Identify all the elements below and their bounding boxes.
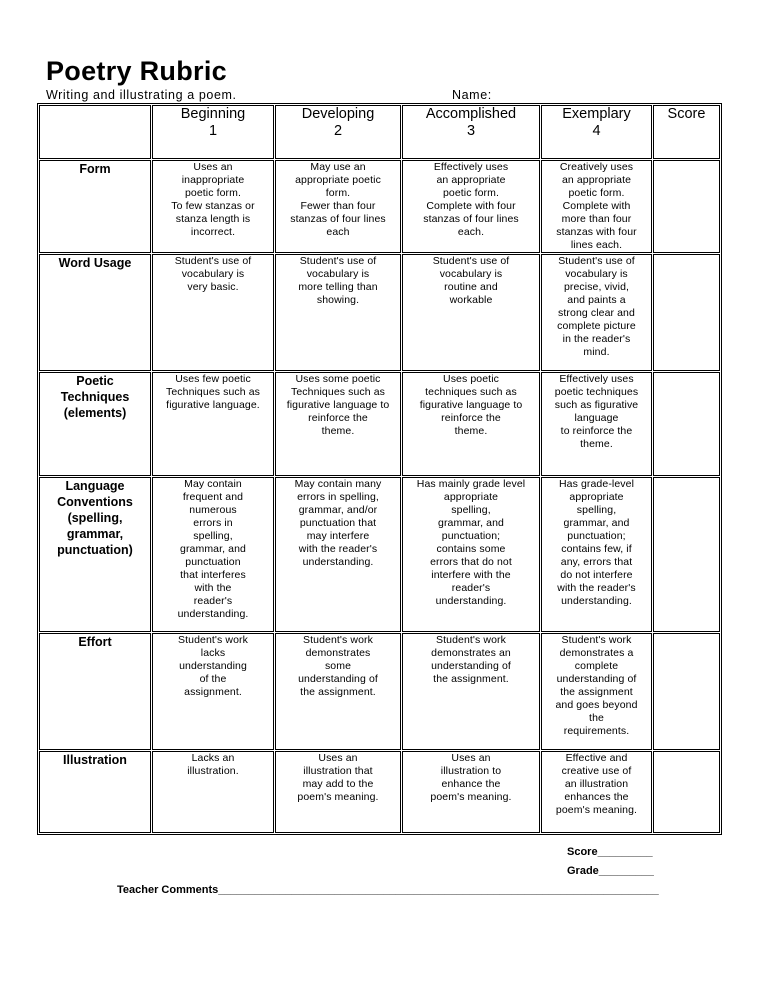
header-label: Score (667, 106, 706, 122)
score-line[interactable]: Score_________ (567, 846, 653, 858)
table-row (39, 751, 720, 833)
rubric-cell: Student's use of vocabulary is very basic. (152, 254, 274, 371)
criterion-illustration (39, 751, 151, 833)
criterion-label: Effort (78, 635, 112, 649)
table-row (39, 254, 720, 371)
rubric-cell: Student's work demonstrates some understanding of the assignment. (275, 633, 401, 750)
rubric-cell: Student's work demonstrates a complete understanding of the assignment and goes beyond the requirements. (541, 633, 652, 750)
header-accomplished (402, 105, 540, 159)
page-subtitle: Writing and illustrating a poem. (46, 88, 237, 102)
header-exemplary (541, 105, 652, 159)
header-label: Accomplished (425, 106, 517, 122)
rubric-cell: Effective and creative use of an illustration enhances the poem's meaning. (541, 751, 652, 833)
score-cell[interactable] (653, 372, 720, 476)
header-label: Developing (301, 106, 375, 122)
rubric-cell: Uses some poetic Techniques such as figurative language to reinforce the theme. (275, 372, 401, 476)
table-row (39, 633, 720, 750)
header-score (653, 105, 720, 159)
rubric-cell: Student's use of vocabulary is routine and workable (402, 254, 540, 371)
criterion-effort (39, 633, 151, 750)
rubric-cell: Student's work lacks understanding of the assignment. (152, 633, 274, 750)
rubric-cell: May use an appropriate poetic form. Fewer than four stanzas of four lines each (275, 160, 401, 253)
table-row (39, 160, 720, 253)
rubric-cell: Uses an illustration that may add to the poem's meaning. (275, 751, 401, 833)
score-cell[interactable] (653, 254, 720, 371)
score-cell[interactable] (653, 633, 720, 750)
header-beginning (152, 105, 274, 159)
criterion-label: Language Conventions (spelling, grammar, punctuation) (57, 479, 133, 557)
table-row (39, 477, 720, 632)
name-label: Name: (452, 88, 492, 102)
rubric-cell: Student's use of vocabulary is more telling than showing. (275, 254, 401, 371)
score-cell[interactable] (653, 160, 720, 253)
rubric-cell: Uses an illustration to enhance the poem's meaning. (402, 751, 540, 833)
header-label: Beginning (180, 106, 246, 122)
corner-cell (39, 105, 151, 159)
criterion-poetic-techniques (39, 372, 151, 476)
header-row (39, 105, 720, 159)
rubric-cell: May contain many errors in spelling, grammar, and/or punctuation that may interfere with the reader's understanding. (275, 477, 401, 632)
page-title: Poetry Rubric (46, 56, 227, 86)
criterion-word-usage (39, 254, 151, 371)
header-number: 3 (466, 123, 476, 139)
rubric-cell: Has mainly grade level appropriate spelling, grammar, and punctuation; contains some errors that do not interfere with the reader's understanding. (402, 477, 540, 632)
rubric-table (37, 103, 722, 835)
criterion-language-conventions (39, 477, 151, 632)
table-row (39, 372, 720, 476)
score-cell[interactable] (653, 477, 720, 632)
header-number: 4 (592, 123, 601, 139)
criterion-label: Form (79, 162, 111, 176)
rubric-cell: Creatively uses an appropriate poetic form. Complete with more than four stanzas with four lines each. (541, 160, 652, 253)
rubric-cell: Student's work demonstrates an understanding of the assignment. (402, 633, 540, 750)
grade-line[interactable]: Grade_________ (567, 865, 654, 877)
criterion-form (39, 160, 151, 253)
header-developing (275, 105, 401, 159)
rubric-cell: May contain frequent and numerous errors in spelling, grammar, and punctuation that interferes with the reader's understanding. (152, 477, 274, 632)
score-cell[interactable] (653, 751, 720, 833)
rubric-cell: Effectively uses an appropriate poetic form. Complete with four stanzas of four lines each. (402, 160, 540, 253)
header-number: 2 (333, 123, 343, 139)
header-label: Exemplary (562, 106, 631, 122)
rubric-cell: Uses poetic techniques such as figurative language to reinforce the theme. (402, 372, 540, 476)
criterion-label: Illustration (63, 753, 127, 767)
teacher-comments-line[interactable]: Teacher Comments________________________________________________________________________ (117, 884, 659, 896)
rubric-cell: Uses few poetic Techniques such as figurative language. (152, 372, 274, 476)
rubric-cell: Effectively uses poetic techniques such as figurative language to reinforce the theme. (541, 372, 652, 476)
criterion-label: Word Usage (58, 256, 132, 270)
criterion-label: Poetic Techniques (elements) (60, 374, 130, 420)
rubric-cell: Student's use of vocabulary is precise, vivid, and paints a strong clear and complete picture in the reader's mind. (541, 254, 652, 371)
header-number: 1 (208, 123, 218, 139)
rubric-cell: Has grade-level appropriate spelling, grammar, and punctuation; contains few, if any, errors that do not interfere with the reader's understanding. (541, 477, 652, 632)
rubric-cell: Lacks an illustration. (152, 751, 274, 833)
rubric-cell: Uses an inappropriate poetic form. To few stanzas or stanza length is incorrect. (152, 160, 274, 253)
